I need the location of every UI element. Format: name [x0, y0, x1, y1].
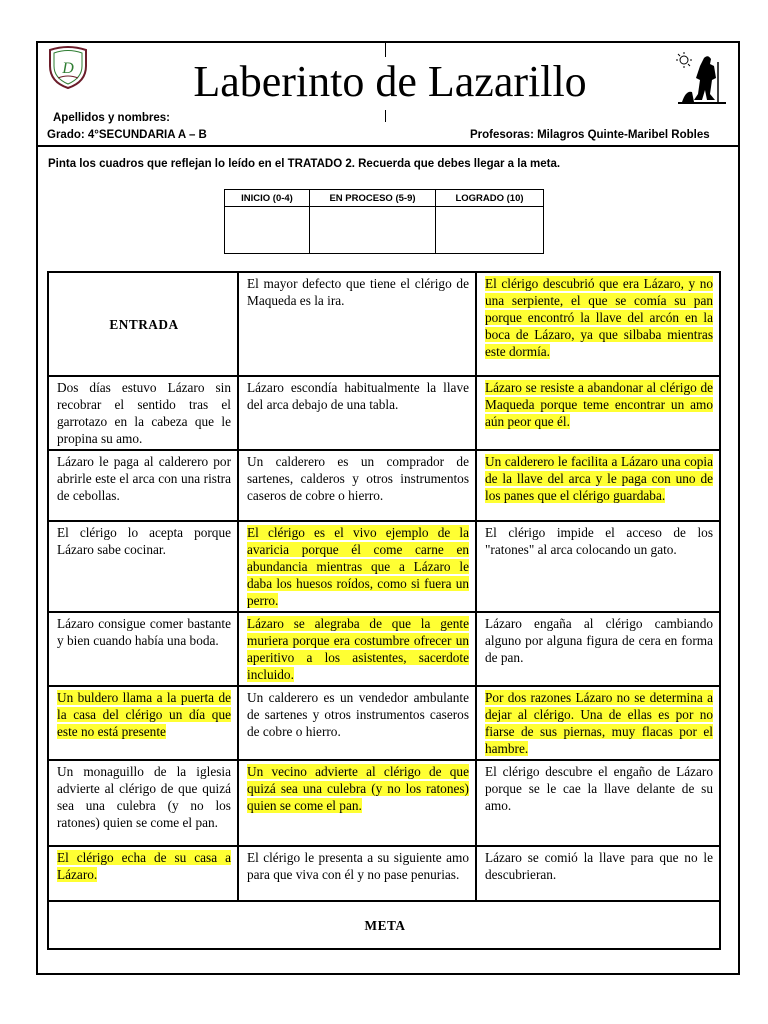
maze-table	[47, 271, 721, 950]
maze-cell-text: El mayor defecto que tiene el clérigo de Maqueda es la ira.	[247, 276, 469, 308]
maze-cell-text: El clérigo es el vivo ejemplo de la avaricia porque él come carne en abundancia mientras que a Lázaro le daba los huesos roídos, como si fuera un perro.	[247, 525, 469, 608]
maze-cell-entrada[interactable]	[48, 272, 238, 376]
maze-cell[interactable]	[238, 760, 476, 846]
maze-cell[interactable]	[238, 846, 476, 901]
maze-cell[interactable]	[238, 521, 476, 612]
maze-cell[interactable]	[48, 450, 238, 521]
maze-cell-text: Lázaro se alegraba de que la gente muriera porque era costumbre ofrecer un aperitivo a los asistentes, sacerdote incluido.	[247, 616, 469, 682]
start-label: ENTRADA	[109, 316, 179, 332]
rubric-cell-en-proceso[interactable]	[310, 207, 436, 254]
maze-cell-text: El clérigo impide el acceso de los "ratones" al arca colocando un gato.	[485, 525, 713, 557]
rubric-cell-inicio[interactable]	[225, 207, 310, 254]
teachers-label: Profesoras: Milagros Quinte-Maribel Robles	[470, 129, 710, 141]
maze-cell-text: Lázaro consigue comer bastante y bien cuando había una boda.	[57, 616, 231, 648]
maze-cell[interactable]	[238, 272, 476, 376]
header-tick	[385, 110, 386, 122]
maze-cell-text: Lázaro le paga al calderero por abrirle este el arca con una ristra de cebollas.	[57, 454, 231, 503]
school-crest-logo	[44, 44, 92, 90]
rubric-header-en-proceso: EN PROCESO (5-9)	[310, 190, 436, 207]
maze-cell-text: Un calderero es un comprador de sartenes, calderos y otros instrumentos caseros de cobre o hierro.	[247, 454, 469, 503]
maze-cell[interactable]	[476, 272, 720, 376]
header-divider	[36, 145, 740, 147]
rubric-header-inicio: INICIO (0-4)	[225, 190, 310, 207]
maze-cell-text: Un calderero le facilita a Lázaro una copia de la llave del arca y le paga con uno de los panes que el clérigo guardaba.	[485, 454, 713, 503]
maze-cell-text: Un monaguillo de la iglesia advierte al clérigo de que quizá sea una culebra (y no los ratones) quien se come el pan.	[57, 764, 231, 830]
maze-cell-text: El clérigo echa de su casa a Lázaro.	[57, 850, 231, 882]
lazarillo-illustration	[674, 50, 730, 106]
maze-cell-text: El clérigo descubrió que era Lázaro, y no una serpiente, el que se comía su pan porque encontró la llave del arcón en la boca de Lázaro, ya que silbaba mientras este dormía.	[485, 276, 713, 359]
page-title: Laberinto de Lazarillo	[193, 57, 587, 106]
maze-cell[interactable]	[48, 846, 238, 901]
rubric-table	[224, 189, 544, 254]
maze-cell[interactable]	[238, 450, 476, 521]
maze-cell-text: El clérigo lo acepta porque Lázaro sabe cocinar.	[57, 525, 231, 557]
rubric-header-logrado: LOGRADO (10)	[436, 190, 544, 207]
rubric-cell-logrado[interactable]	[436, 207, 544, 254]
maze-cell-text: Lázaro escondía habitualmente la llave del arca debajo de una tabla.	[247, 380, 469, 412]
maze-cell[interactable]	[476, 846, 720, 901]
maze-cell-text: El clérigo le presenta a su siguiente amo para que viva con él y no pase penurias.	[247, 850, 469, 882]
maze-cell[interactable]	[238, 686, 476, 760]
maze-cell-text: El clérigo descubre el engaño de Lázaro porque se le cae la llave delante de su amo.	[485, 764, 713, 813]
maze-cell-text: Un buldero llama a la puerta de la casa del clérigo un día que este no está presente	[57, 690, 231, 739]
maze-cell[interactable]	[48, 686, 238, 760]
maze-cell[interactable]	[476, 612, 720, 686]
maze-cell-text: Un vecino advierte al clérigo de que quizá sea una culebra (y no los ratones) quien se come el pan.	[247, 764, 469, 813]
maze-cell[interactable]	[476, 686, 720, 760]
maze-cell[interactable]	[476, 760, 720, 846]
student-names-label: Apellidos y nombres:	[53, 112, 170, 124]
goal-label: META	[364, 917, 406, 933]
maze-cell-text: Lázaro se comió la llave para que no le descubrieran.	[485, 850, 713, 882]
maze-cell[interactable]	[476, 521, 720, 612]
maze-cell[interactable]	[238, 376, 476, 450]
maze-cell-text: Dos días estuvo Lázaro sin recobrar el sentido tras el garrotazo en la cabeza que le propina su amo.	[57, 380, 231, 446]
grade-label: Grado: 4°SECUNDARIA A – B	[47, 129, 207, 141]
maze-cell[interactable]	[48, 376, 238, 450]
maze-cell-text: Lázaro se resiste a abandonar al clérigo de Maqueda porque teme encontrar un amo aún peor que él.	[485, 380, 713, 429]
maze-cell[interactable]	[476, 376, 720, 450]
svg-text:D: D	[62, 60, 74, 77]
maze-cell-text: Por dos razones Lázaro no se determina a dejar al clérigo. Una de ellas es por no fiarse de sus piernas, muy flacas por el hambre.	[485, 690, 713, 756]
maze-cell[interactable]	[238, 612, 476, 686]
maze-cell-meta[interactable]	[48, 901, 720, 949]
maze-cell[interactable]	[48, 612, 238, 686]
instructions: Pinta los cuadros que reflejan lo leído en el TRATADO 2. Recuerda que debes llegar a la meta.	[48, 158, 561, 170]
maze-cell-text: Un calderero es un vendedor ambulante de sartenes y otros instrumentos caseros de cobre o hierro.	[247, 690, 469, 739]
maze-cell[interactable]	[48, 521, 238, 612]
maze-cell[interactable]	[476, 450, 720, 521]
maze-cell-text: Lázaro engaña al clérigo cambiando alguno por alguna figura de cera en forma de pan.	[485, 616, 713, 665]
maze-cell[interactable]	[48, 760, 238, 846]
